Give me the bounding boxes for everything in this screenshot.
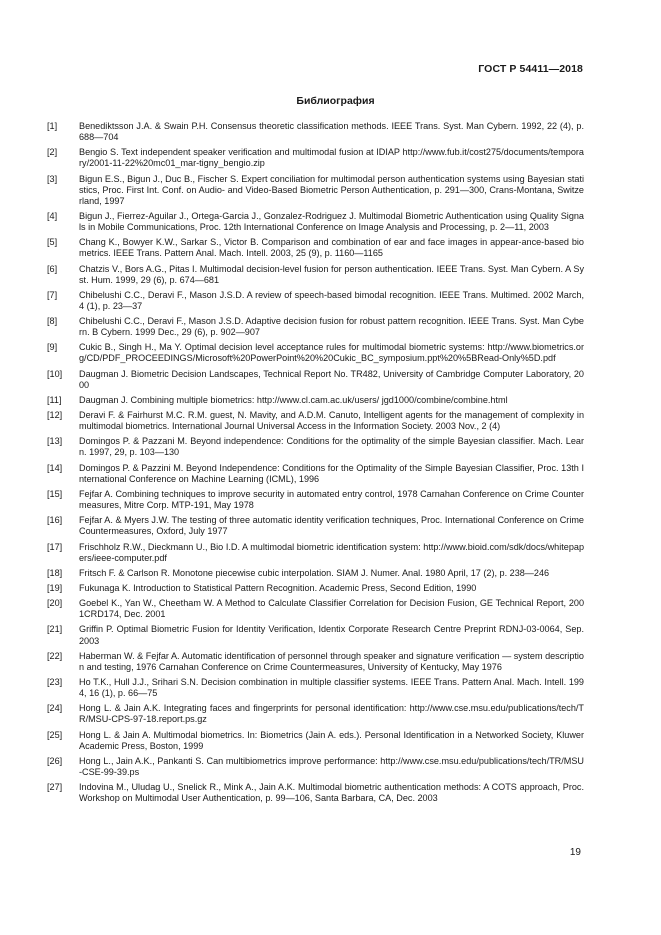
bibliography-entry: [47, 463, 584, 485]
bibliography-entry-number: [8]: [47, 316, 58, 327]
bibliography-entry: [47, 782, 584, 804]
bibliography-entry-number: [2]: [47, 147, 58, 158]
page-number: 19: [569, 847, 581, 858]
bibliography-entry-text: Cukic B., Singh H., Ma Y. Optimal decision level acceptance rules for multimodal biometric systems: http://www.biometrics.org/CD/PDF_PROCEEDINGS/Microsoft%20PowerPoint%20%20Cukic_BC_symposium.ppt%20%5BRead-Only%5D.pdf: [79, 342, 584, 364]
bibliography-entry: [47, 211, 584, 233]
bibliography-entry-text: Ho T.K., Hull J.J., Srihari S.N. Decision combination in multiple classifier systems. IEEE Trans. Pattern Anal. Mach. Intell. 1994, 16 (1), p. 66—75: [79, 677, 584, 699]
bibliography-entry-number: [11]: [47, 394, 62, 405]
bibliography-entry-text: Chatzis V., Bors A.G., Pitas I. Multimodal decision-level fusion for person authentication. IEEE Trans. Syst. Man Cybern. A Syst. Hum. 1999, 29 (6), p. 674—681: [79, 263, 584, 285]
bibliography-entry: [47, 583, 584, 594]
bibliography-entry-number: [12]: [47, 410, 63, 421]
bibliography-entry: [47, 264, 584, 286]
bibliography-entry: [47, 568, 584, 579]
bibliography-entry: [47, 489, 584, 511]
bibliography-entry-number: [9]: [47, 342, 58, 353]
bibliography-entry: [47, 436, 584, 458]
bibliography-entry-number: [18]: [47, 567, 63, 578]
bibliography-entry-text: Bengio S. Text independent speaker verification and multimodal fusion at IDIAP http://www.fub.it/cost275/documents/temporary/2001-11-22%20mc01_mar-tigny_bengio.zip: [79, 147, 584, 169]
bibliography-entry-number: [19]: [47, 582, 63, 593]
bibliography-entry-text: Hong L. & Jain A.K. Integrating faces and fingerprints for personal identification: http://www.cse.msu.edu/publications/tech/TR/MSU-CPS-97-18.report.ps.gz: [79, 703, 584, 725]
bibliography-entry-number: [21]: [47, 624, 63, 635]
bibliography-entry-text: Fejfar A. & Myers J.W. The testing of three automatic identity verification techniques, Proc. International Conference on Crime Countermeasures, Oxford, July 1977: [79, 515, 584, 537]
bibliography-entry-number: [5]: [47, 237, 58, 248]
bibliography-entry: [47, 342, 584, 364]
document-standard-number: ГОСТ Р 54411—2018: [478, 63, 583, 75]
bibliography-entry: [47, 598, 584, 620]
bibliography-list: [47, 121, 584, 808]
bibliography-entry-text: Hong L., Jain A.K., Pankanti S. Can multibiometrics improve performance: http://www.cse.msu.edu/publications/tech/TR/MSU-CSE-99-39.ps: [79, 755, 584, 777]
bibliography-entry-text: Frischholz R.W., Dieckmann U., Bio I.D. A multimodal biometric identification system: http://www.bioid.com/sdk/docs/whitepapers/ieee-computer.pdf: [79, 541, 584, 563]
bibliography-entry-text: Chibelushi C.C., Deravi F., Mason J.S.D. Adaptive decision fusion for robust pattern recognition. IEEE Trans. Syst. Man Cybern. B Cybern. 1999 Dec., 29 (6), p. 902—907: [79, 316, 584, 338]
bibliography-entry: [47, 395, 584, 406]
bibliography-entry: [47, 756, 584, 778]
bibliography-entry-number: [27]: [47, 782, 63, 793]
bibliography-entry-number: [15]: [47, 488, 63, 499]
bibliography-entry-number: [13]: [47, 436, 63, 447]
bibliography-entry-number: [26]: [47, 755, 63, 766]
bibliography-entry-number: [24]: [47, 703, 63, 714]
bibliography-entry-number: [25]: [47, 729, 63, 740]
bibliography-entry-number: [3]: [47, 173, 58, 184]
bibliography-entry-number: [20]: [47, 598, 63, 609]
bibliography-entry: [47, 410, 584, 432]
bibliography-entry-number: [1]: [47, 121, 58, 131]
bibliography-entry-number: [14]: [47, 462, 63, 473]
bibliography-entry-number: [4]: [47, 210, 58, 221]
bibliography-entry-number: [22]: [47, 650, 63, 661]
bibliography-entry-number: [23]: [47, 677, 63, 687]
bibliography-entry-text: Daugman J. Biometric Decision Landscapes, Technical Report No. TR482, University of Cambridge Computer Laboratory, 2000: [79, 368, 584, 390]
bibliography-entry: [47, 703, 584, 725]
bibliography-entry: [47, 677, 584, 699]
bibliography-entry-number: [7]: [47, 289, 58, 300]
bibliography-entry: [47, 290, 584, 312]
bibliography-entry-number: [16]: [47, 515, 63, 526]
bibliography-entry-text: Griffin P. Optimal Biometric Fusion for Identity Verification, Identix Corporate Research Centre Preprint RDNJ-03-0064, Sep. 2003: [79, 624, 584, 646]
bibliography-entry-text: Domingos P. & Pazzani M. Beyond independence: Conditions for the optimality of the simple Bayesian classifier. Mach. Learn. 1997, 29, p. 103—130: [79, 436, 584, 458]
bibliography-entry-text: Bigun E.S., Bigun J., Duc B., Fischer S. Expert conciliation for multimodal person authentication systems using Bayesian statistics, Proc. First Int. Conf. on Audio- and Video-Based Biometric Person Authentication, p. 291—300, Crans-Montana, Switzerland, 1997: [79, 173, 584, 206]
bibliography-entry: [47, 369, 584, 391]
bibliography-entry-text: Chibelushi C.C., Deravi F., Mason J.S.D. A review of speech-based bimodal recognition. IEEE Trans. Multimed. 2002 March, 4 (1), p. 23—37: [79, 289, 584, 311]
bibliography-entry: [47, 515, 584, 537]
bibliography-entry-text: Indovina M., Uludag U., Snelick R., Mink A., Jain A.K. Multimodal biometric authentication methods: A COTS approach, Proc. Workshop on Multimodal User Authentication, p. 99—106, Santa Barbara, CA, Dec. 2003: [79, 782, 584, 804]
bibliography-entry-number: [17]: [47, 541, 63, 552]
bibliography-entry-text: Fejfar A. Combining techniques to improve security in automated entry control, 1978 Carnahan Conference on Crime Countermeasures, Mitre Corp. MTP-191, May 1978: [79, 488, 584, 511]
bibliography-entry-text: Haberman W. & Fejfar A. Automatic identification of personnel through speaker and signature verification — system description and testing, 1976 Carnahan Conference on Crime Countermeasures, University of Kentucky, May 1976: [79, 650, 584, 672]
bibliography-entry: [47, 651, 584, 673]
bibliography-entry-text: Goebel K., Yan W., Cheetham W. A Method to Calculate Classifier Correlation for Decision Fusion, GE Technical Report, 2001CRD174, Dec. 2001: [79, 598, 584, 620]
bibliography-entry: [47, 624, 584, 646]
bibliography-entry-text: Chang K., Bowyer K.W., Sarkar S., Victor B. Comparison and combination of ear and face images in appear-ance-based biometrics. IEEE Trans. Pattern Anal. Mach. Intell. 2003, 25 (9), p. 1160—1165: [79, 237, 584, 259]
bibliography-entry-number: [10]: [47, 368, 63, 379]
bibliography-entry: [47, 237, 584, 259]
bibliography-entry: [47, 730, 584, 752]
bibliography-entry-text: Domingos P. & Pazzini M. Beyond Independence: Conditions for the Optimality of the Simple Bayesian Classifier, Proc. 13th International Conference on Machine Learning (ICML), 1996: [79, 462, 584, 484]
bibliography-entry-text: Daugman J. Combining multiple biometrics: http://www.cl.cam.ac.uk/users/ jgd1000/combine/combine.html: [79, 394, 508, 405]
bibliography-entry-text: Bigun J., Fierrez-Aguilar J., Ortega-Garcia J., Gonzalez-Rodriguez J. Multimodal Biometric Authentication using Quality Signals in Mobile Communications, Proc. 12th International Conference on Image Analysis and Processing, p. 2—11, 2003: [79, 210, 584, 233]
bibliography-entry: [47, 121, 584, 143]
bibliography-entry: [47, 542, 584, 564]
bibliography-entry-number: [6]: [47, 263, 58, 274]
bibliography-entry: [47, 174, 584, 207]
bibliography-entry-text: Fritsch F. & Carlson R. Monotone piecewise cubic interpolation. SIAM J. Numer. Anal. 1980 April, 17 (2), p. 238—246: [79, 567, 550, 578]
bibliography-entry-text: Deravi F. & Fairhurst M.C. R.M. guest, N. Mavity, and A.D.M. Canuto, Intelligent agents for the management of complexity in multimodal biometrics. International Journal Universal Access in the Information Society. 2003 Nov., 2 (4): [79, 410, 584, 432]
bibliography-entry-text: Hong L. & Jain A. Multimodal biometrics. In: Biometrics (Jain A. eds.). Personal Identification in a Networked Society, Kluwer Academic Press, Boston, 1999: [79, 729, 584, 751]
bibliography-title: Библиография: [296, 95, 375, 107]
bibliography-entry-text: Benediktsson J.A. & Swain P.H. Consensus theoretic classification methods. IEEE Trans. Syst. Man Cybern. 1992, 22 (4), p. 688—704: [79, 121, 584, 143]
bibliography-entry: [47, 147, 584, 169]
bibliography-entry: [47, 316, 584, 338]
bibliography-entry-text: Fukunaga K. Introduction to Statistical Pattern Recognition. Academic Press, Second Edition, 1990: [79, 582, 477, 593]
